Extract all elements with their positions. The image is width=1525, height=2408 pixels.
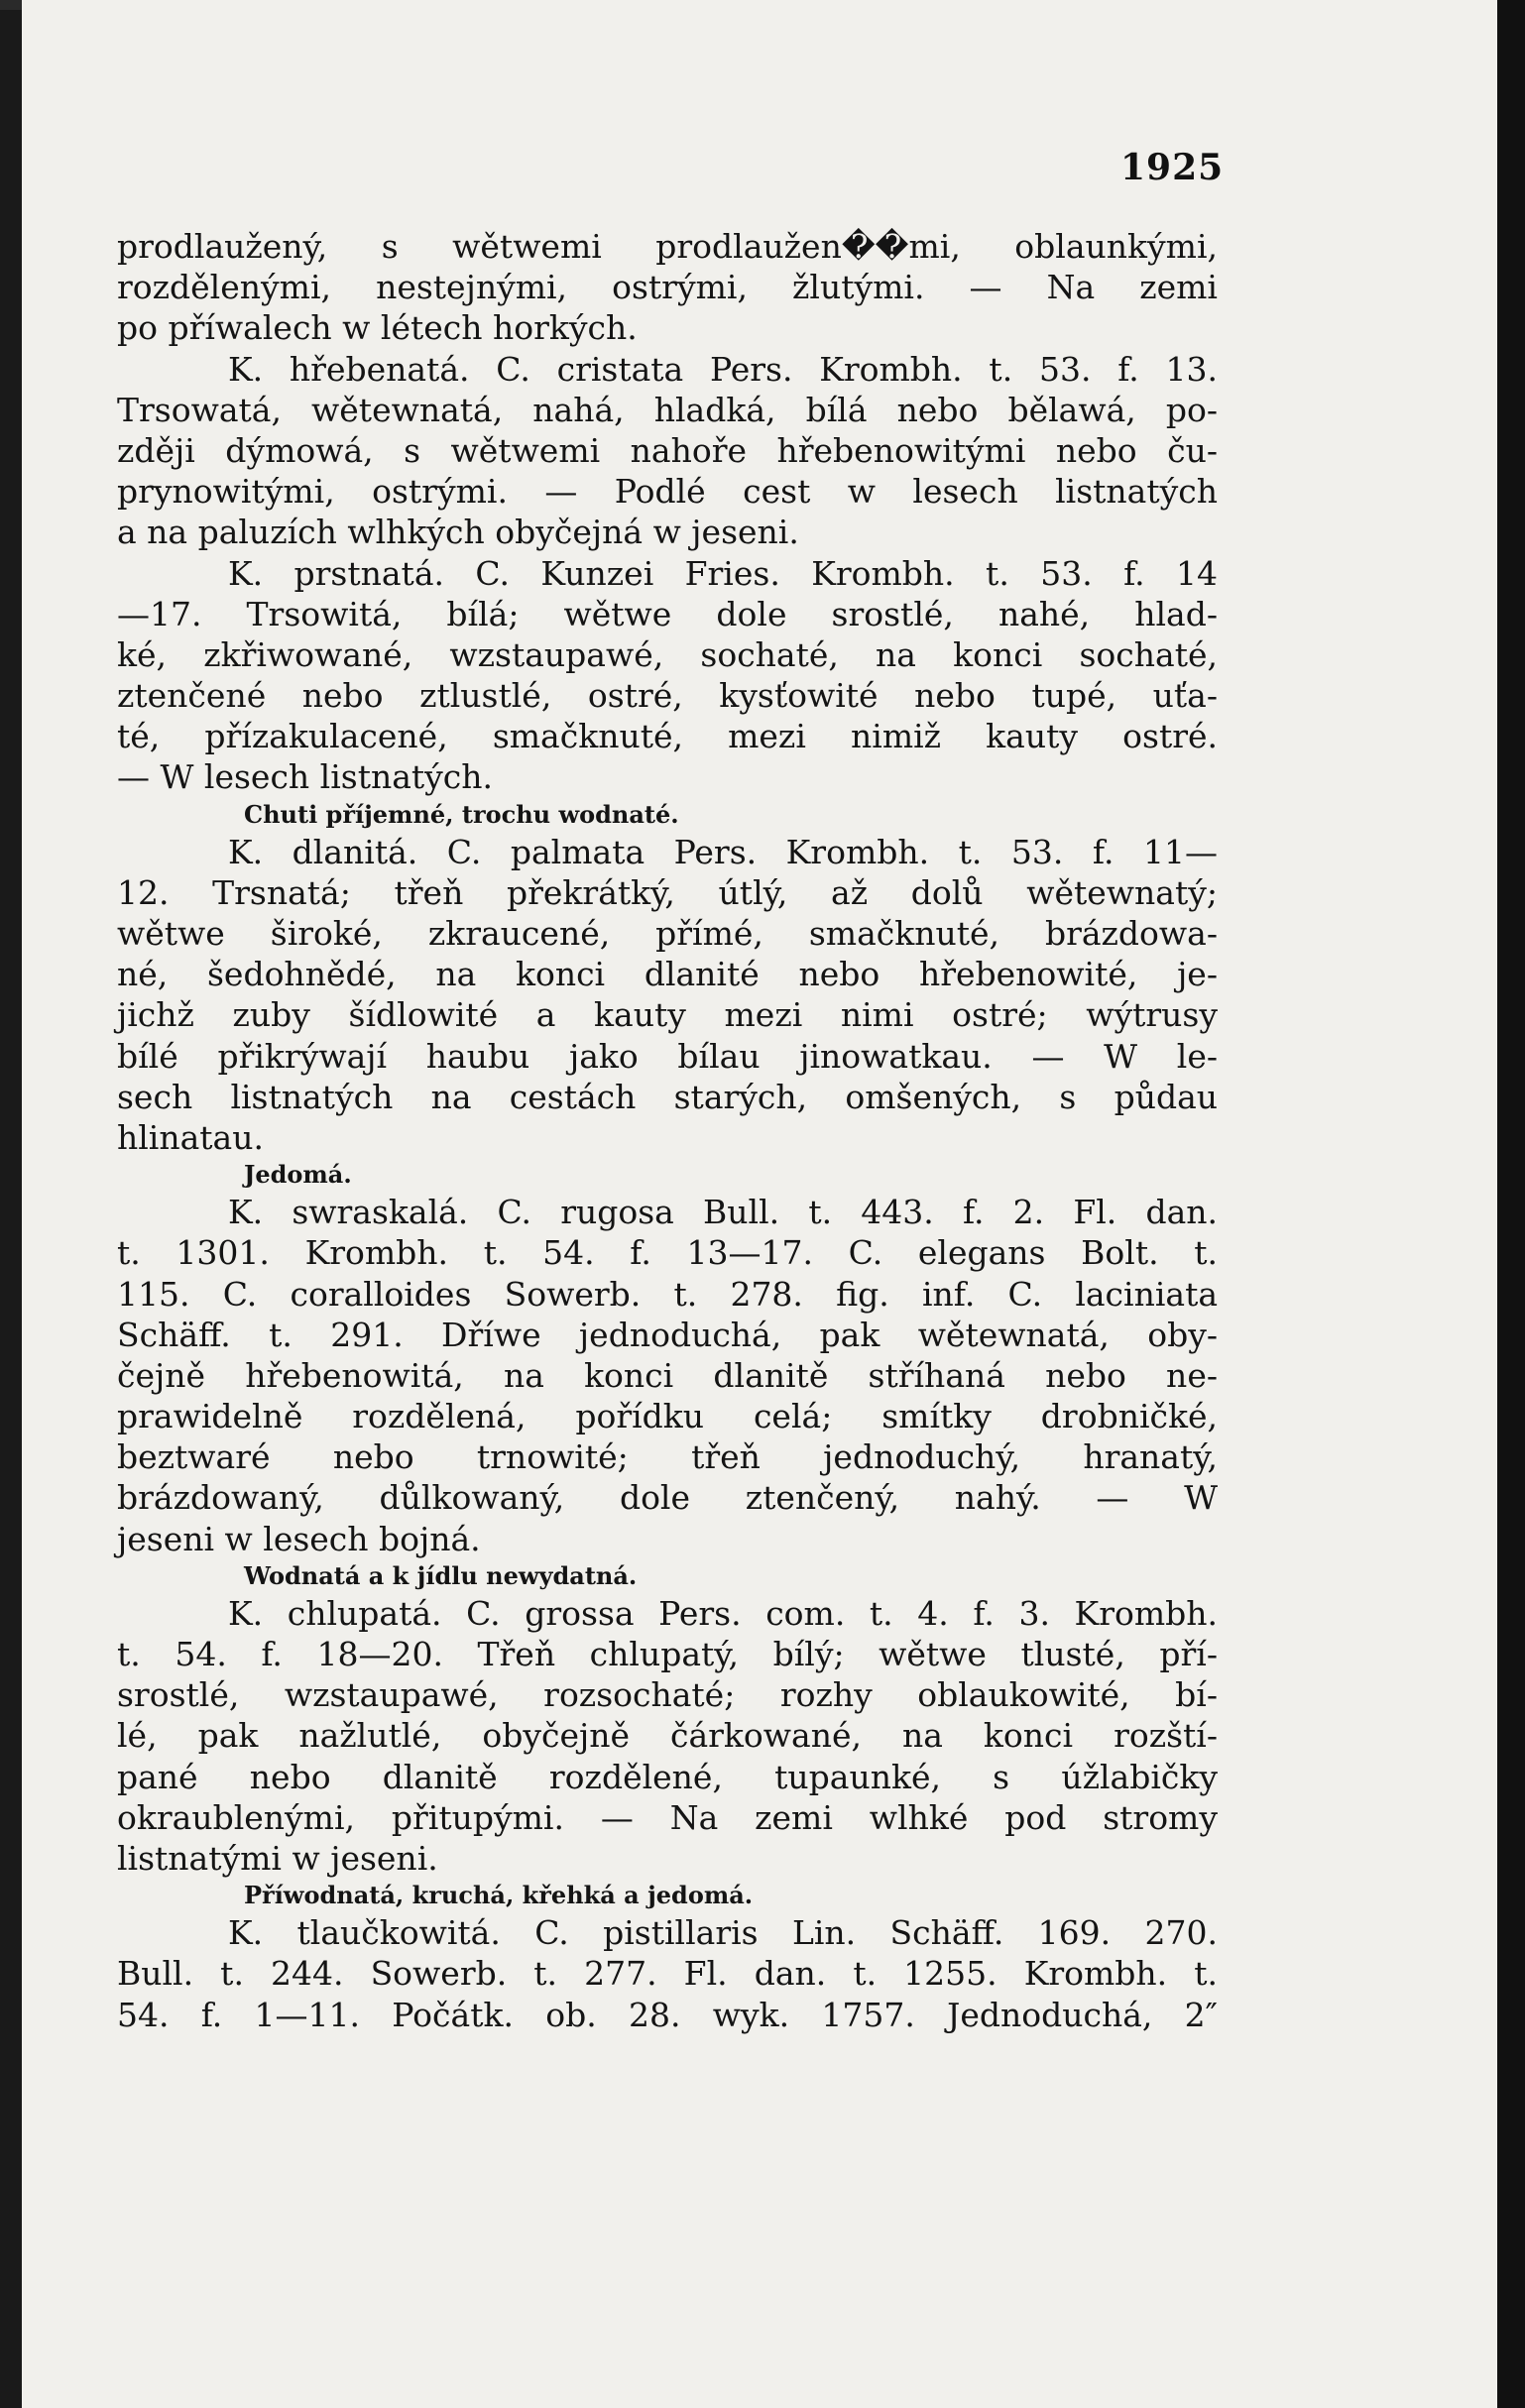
text-line: K. prstnatá. C. Kunzei Fries. Krombh. t. 53. f. 14 <box>228 553 1218 593</box>
text-line: ké, zkřiwowané, wzstaupawé, sochaté, na konci sochaté, <box>117 634 1218 674</box>
text-line: Bull. t. 244. Sowerb. t. 277. Fl. dan. t. 1255. Krombh. t. <box>117 1954 1218 1994</box>
text-line: 115. C. coralloides Sowerb. t. 278. fig. inf. C. laciniata <box>117 1274 1218 1314</box>
note-line: Příwodnatá, kruchá, křehká a jedomá. <box>244 1881 754 1910</box>
text-line: rozdělenými, nestejnými, ostrými, žlutými. — Na zemi <box>117 268 1218 307</box>
text-line: té, přízakulacené, smačknuté, mezi nimiž kauty ostré. <box>117 717 1218 756</box>
text-line: prawidelně rozdělená, pořídku celá; smítky drobničké, <box>117 1397 1218 1436</box>
text-line: listnatými w jeseni. <box>117 1838 438 1878</box>
text-line: jichž zuby šídlowité a kauty mezi nimi ostré; wýtrusy <box>117 995 1218 1035</box>
text-line: né, šedohnědé, na konci dlanité nebo hřebenowité, je- <box>117 955 1218 994</box>
text-line: beztwaré nebo trnowité; třeň jednoduchý, hranatý, <box>117 1437 1218 1477</box>
text-line: t. 54. f. 18—20. Třeň chlupatý, bílý; wětwe tlusté, pří- <box>117 1635 1218 1673</box>
text-line: t. 1301. Krombh. t. 54. f. 13—17. C. elegans Bolt. t. <box>117 1233 1218 1273</box>
text-line: jeseni w lesech bojná. <box>117 1519 481 1558</box>
scan-edge-right <box>1497 0 1525 2408</box>
text-line: Schäff. t. 291. Dříwe jednoduchá, pak wětewnatá, oby- <box>117 1315 1218 1354</box>
text-line: lé, pak nažlutlé, obyčejně čárkowané, na konci rozští- <box>117 1716 1218 1756</box>
note-line: Wodnatá a k jídlu newydatná. <box>244 1560 638 1590</box>
text-line: prynowitými, ostrými. — Podlé cest w lesech listnatých <box>117 472 1218 512</box>
book-page <box>22 0 1497 2408</box>
text-line: srostlé, wzstaupawé, rozsochaté; rozhy oblaukowité, bí- <box>117 1675 1218 1715</box>
text-line: bílé přikrýwají haubu jako bílau jinowatkau. — W le- <box>117 1036 1218 1076</box>
text-line: Trsowatá, wětewnatá, nahá, hladká, bílá nebo bělawá, po- <box>117 390 1218 429</box>
text-line: K. tlaučkowitá. C. pistillaris Lin. Schäff. 169. 270. <box>228 1913 1218 1953</box>
text-line: ztenčené nebo ztlustlé, ostré, kysťowité nebo tupé, uťa- <box>117 676 1218 716</box>
text-line: K. hřebenatá. C. cristata Pers. Krombh. t. 53. f. 13. <box>228 349 1218 389</box>
text-line: hlinatau. <box>117 1117 264 1157</box>
body-text <box>117 226 1218 2035</box>
text-line: —17. Trsowitá, bílá; wětwe dole srostlé, nahé, hlad- <box>117 594 1218 633</box>
text-line: wětwe široké, zkraucené, přímé, smačknuté, brázdowa- <box>117 914 1218 953</box>
text-line: brázdowaný, důlkowaný, dole ztenčený, nahý. — W <box>117 1478 1218 1518</box>
text-line: sech listnatých na cestách starých, omšených, s půdau <box>117 1077 1218 1116</box>
text-line: — W lesech listnatých. <box>117 757 494 797</box>
text-line: po příwalech w létech horkých. <box>117 308 638 348</box>
text-line: 12. Trsnatá; třeň překrátký, útlý, až dolů wětewnatý; <box>117 872 1218 912</box>
text-line: K. chlupatá. C. grossa Pers. com. t. 4. f. 3. Krombh. <box>228 1593 1218 1633</box>
text-line: prodlaužený, s wětwemi prodlaužen��mi, oblaunkými, <box>117 227 1218 266</box>
text-line: K. dlanitá. C. palmata Pers. Krombh. t. 53. f. 11— <box>228 832 1218 871</box>
note-line: Jedomá. <box>244 1160 352 1190</box>
text-line: pané nebo dlanitě rozdělené, tupaunké, s úžlabičky <box>117 1757 1218 1796</box>
text-line: K. swraskalá. C. rugosa Bull. t. 443. f. 2. Fl. dan. <box>228 1193 1218 1232</box>
text-line: okraublenými, přitupými. — Na zemi wlhké pod stromy <box>117 1797 1218 1837</box>
page-number: 1925 <box>1120 147 1225 188</box>
text-line: a na paluzích wlhkých obyčejná w jeseni. <box>117 513 799 552</box>
text-line: čejně hřebenowitá, na konci dlanitě stříhaná nebo ne- <box>117 1355 1218 1395</box>
text-line: 54. f. 1—11. Počátk. ob. 28. wyk. 1757. Jednoduchá, 2″ <box>117 1995 1218 2034</box>
note-line: Chuti příjemné, trochu wodnaté. <box>244 799 679 829</box>
text-line: zději dýmowá, s wětwemi nahoře hřebenowitými nebo ču- <box>117 430 1218 470</box>
